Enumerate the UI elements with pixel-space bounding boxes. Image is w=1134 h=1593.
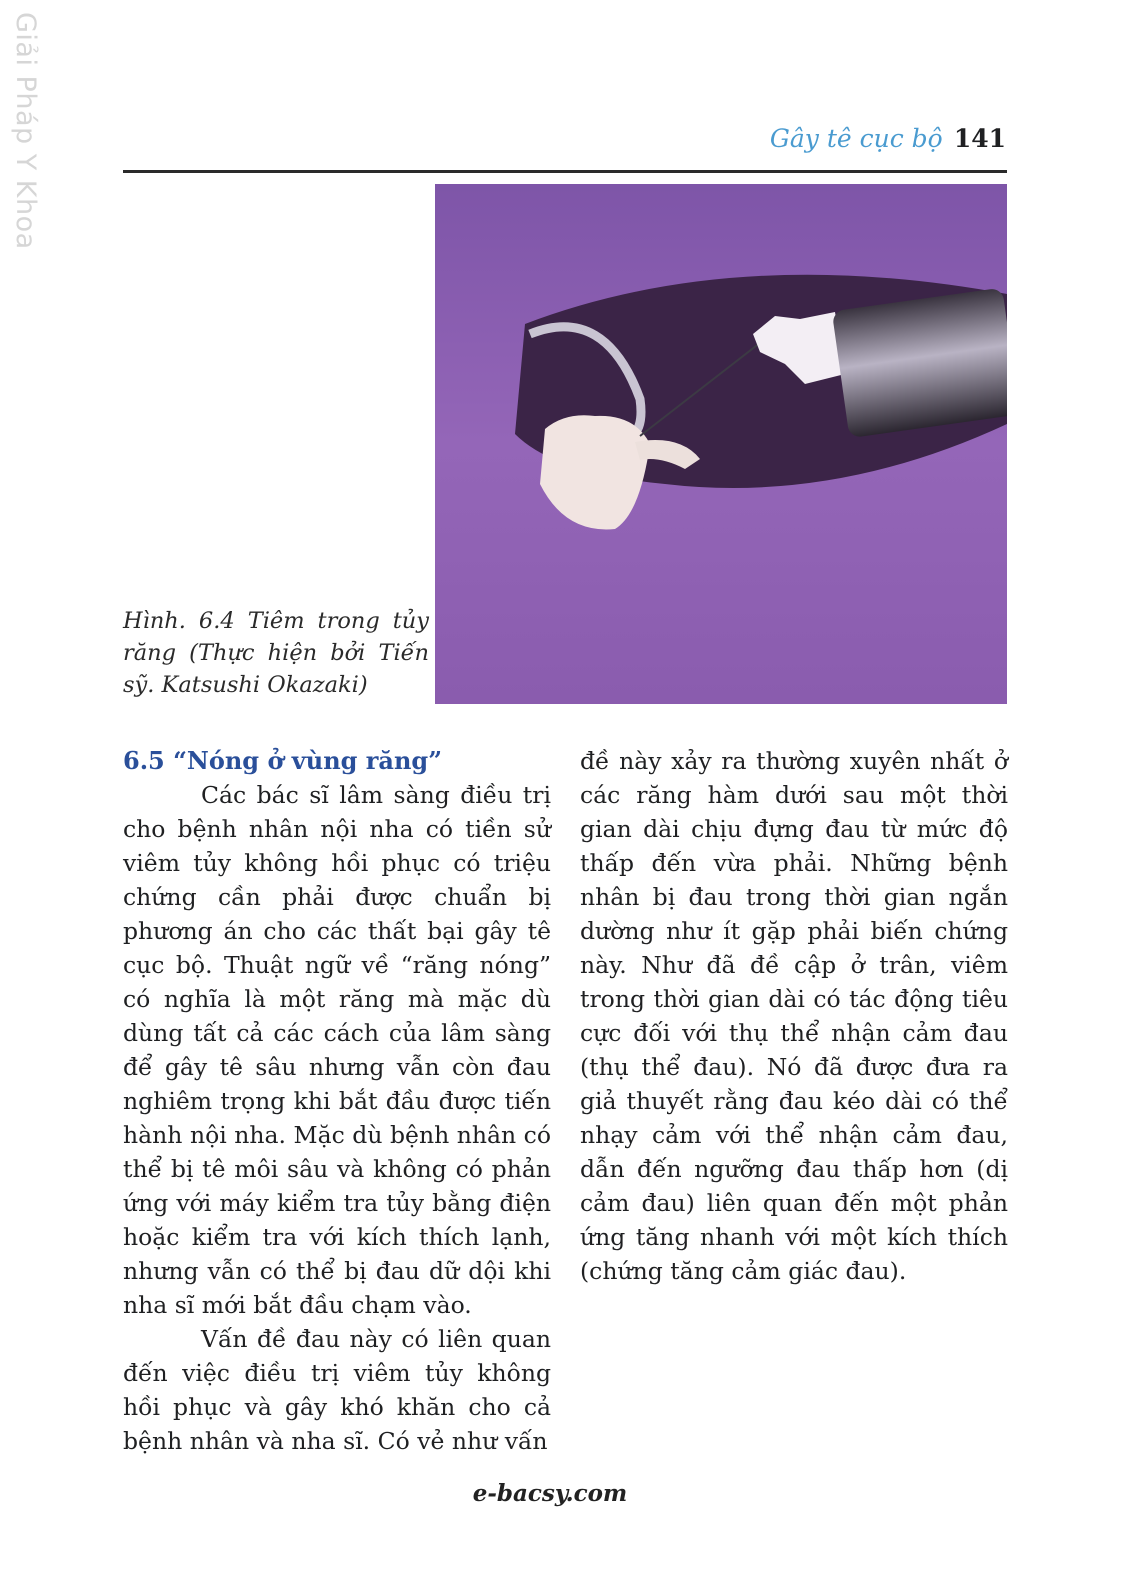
injection-photo-illustration [435,184,1007,704]
syringe-barrel [832,288,1007,439]
side-watermark-label: Giải Pháp Y Khoa [10,12,41,250]
page-footer: e-bacsy.com [472,1480,628,1507]
header-rule [123,170,1007,173]
paragraph-1: Các bác sĩ lâm sàng điều trị cho bệnh nhân nội nha có tiền sử viêm tủy không hồi phục có triệu chứng cần phải được chuẩn bị phương án cho các thất bại gây tê cục bộ. Thuật ngữ về “răng nóng” có nghĩa là một răng mà mặc dù dùng tất cả các cách của lâm sàng để gây tê sâu nhưng vẫn còn đau nghiêm trọng khi bắt đầu được tiến hành nội nha. Mặc dù bệnh nhân có thể bị tê môi sâu và không có phản ứng với máy kiểm tra tủy bằng điện hoặc kiểm tra với kích thích lạnh, nhưng vẫn có thể bị đau dữ dội khi nha sĩ mới bắt đầu chạm vào. [123,781,551,1319]
section-heading: 6.5 “Nóng ở vùng răng” [123,746,443,775]
paragraph-2-start: Vấn đề đau này có liên quan đến việc điều trị viêm tủy không hồi phục và gây khó khăn cho cả bệnh nhân và nha sĩ. Có vẻ như vấn [123,1325,551,1455]
figure-caption: Hình. 6.4 Tiêm trong tủy răng (Thực hiện bởi Tiến sỹ. Katsushi Okazaki) [123,608,429,698]
paragraph-2-continued: đề này xảy ra thường xuyên nhất ở các răng hàm dưới sau một thời gian dài chịu đựng đau từ mức độ thấp đến vừa phải. Những bệnh nhân bị đau trong thời gian ngắn dường như ít gặp phải biến chứng này. Như đã đề cập ở trân, viêm trong thời gian dài có tác động tiêu cực đối với thụ thể nhận cảm đau (thụ thể đau). Nó đã được đưa ra giả thuyết rằng đau kéo dài có thể nhạy cảm với thể nhận cảm đau, dẫn đến ngưỡng đau thấp hơn (dị cảm đau) liên quan đến một phản ứng tăng nhanh với một kích thích (chứng tăng cảm giác đau). [580,747,1008,1285]
page-number: 141 [953,124,1006,153]
running-header [770,124,1006,153]
figure-photo [435,184,1007,704]
text-column-left [123,744,551,1458]
chapter-title: Gây tê cục bộ [769,124,943,153]
text-column-right [580,744,1008,1288]
